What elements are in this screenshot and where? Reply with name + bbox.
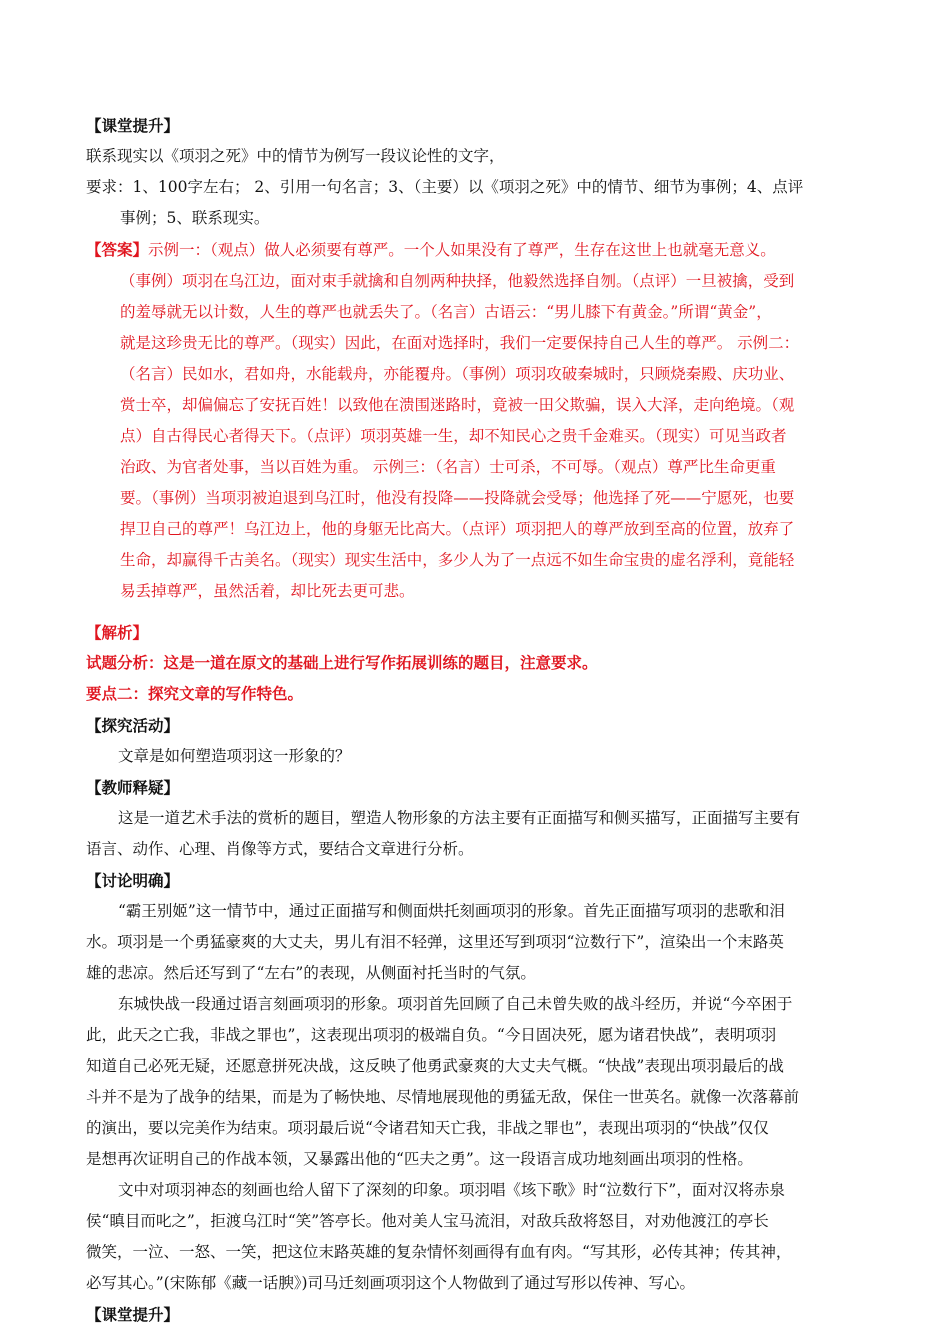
analysis-label: 【解析】 [86,623,149,642]
answer-line: 就是这珍贵无比的尊严。（现实）因此，在面对选择时，我们一定要保持自己人生的尊严。 示例二： [120,334,800,352]
answer-line: 的羞辱就无以计数，人生的尊严也就丢失了。（名言）古语云：“男儿膝下有黄金。”所谓“黄金”， [120,303,772,321]
answer-line: 要。（事例）当项羽被迫退到乌江时，他没有投降——投降就会受辱；他选择了死——宁愿死，也要 [120,489,795,507]
writing-prompt: 联系现实以《项羽之死》中的情节为例写一段议论性的文字， [86,147,505,165]
discussion-paragraph-2-line: 是想再次证明自己的作战本领，又暴露出他的“匹夫之勇”。这一段语言成功地刻画出项羽的性格。 [86,1150,753,1168]
discussion-paragraph-2-line: 斗并不是为了战争的结果，而是为了畅快地、尽情地展现他的勇猛无敌，保住一世英名。就像一次落幕前 [86,1088,800,1106]
discussion-paragraph-1-line: “霸王别姬”这一情节中，通过正面描写和侧面烘托刻画项羽的形象。首先正面描写项羽的悲歌和泪 [118,902,785,920]
answer-line: 生命，却赢得千古美名。（现实）现实生活中，多少人为了一点远不如生命宝贵的虚名浮利，竟能轻 [120,551,795,569]
answer-line: 赏士卒，却偏偏忘了安抚百姓！以致他在溃围迷路时，竟被一田父欺骗，误入大泽，走向绝境。（观 [120,396,795,414]
discussion-paragraph-3-line: 侯“瞋目而叱之”，拒渡乌江时“笑”答亭长。他对美人宝马流泪，对敌兵敌将怒目，对劝他渡江的亭长 [86,1212,769,1230]
teacher-explanation-heading: 【教师释疑】 [86,778,180,797]
explore-activity-heading: 【探究活动】 [86,716,180,735]
discussion-paragraph-3-line: 文中对项羽神态的刻画也给人留下了深刻的印象。项羽唱《垓下歌》时“泣数行下”，面对汉将赤泉 [118,1181,785,1199]
answer-line: 治政、为官者处事，当以百姓为重。 示例三：（名言）士可杀，不可辱。（观点）尊严比生命更重 [120,458,776,476]
answer-line: 点）自古得民心者得天下。（点评）项羽英雄一生，却不知民心之贵千金难买。（现实）可见当政者 [120,427,787,445]
requirements-line-1: 要求：1、100字左右； 2、引用一句名言；3、（主要）以《项羽之死》中的情节、细节为事例；4、点评 [86,178,804,196]
answer-line: （事例）项羽在乌江边，面对束手就擒和自刎两种抉择，他毅然选择自刎。（点评）一旦被擒，受到 [120,272,795,290]
discussion-paragraph-2-line: 的演出，要以完美作为结束。项羽最后说“令诸君知天亡我，非战之罪也”，表现出项羽的“快战”仅仅 [86,1119,769,1137]
discussion-paragraph-3-line: 微笑，一泣、一怒、一笑，把这位末路英雄的复杂情怀刻画得有血有肉。“写其形，必传其神；传其神， [86,1243,792,1261]
discussion-paragraph-1-line: 雄的悲凉。然后还写到了“左右”的表现，从侧面衬托当时的气氛。 [86,964,536,982]
document-content [86,110,876,1330]
answer-label: 【答案】 [86,240,149,259]
spacer [86,607,876,617]
point-two-title: 要点二：探究文章的写作特色。 [86,685,304,703]
discussion-heading: 【讨论明确】 [86,871,180,890]
answer-line: 易丢掉尊严，虽然活着，却比死去更可悲。 [120,582,415,600]
discussion-paragraph-2-line: 东城快战一段通过语言刻画项羽的形象。项羽首先回顾了自己未曾失败的战斗经历，并说“今卒困于 [118,995,793,1013]
discussion-paragraph-2-line: 知道自己必死无疑，还愿意拼死决战，这反映了他勇武豪爽的大丈夫气概。“快战”表现出项羽最后的战 [86,1057,784,1075]
section-heading-classroom-improvement: 【课堂提升】 [86,116,180,135]
answer-line-1 [86,234,876,266]
analysis-text: 试题分析：这是一道在原文的基础上进行写作拓展训练的题目，注意要求。 [86,654,598,672]
answer-line: 捍卫自己的尊严！乌江边上，他的身躯无比高大。（点评）项羽把人的尊严放到至高的位置，放弃了 [120,520,795,538]
answer-line: （名言）民如水，君如舟，水能载舟，亦能覆舟。（事例）项羽攻破秦城时，只顾烧秦殿、庆功业、 [120,365,795,383]
discussion-paragraph-3-line: 必写其心。”(宋陈郁《藏一话腴》)司马迁刻画项羽这个人物做到了通过写形以传神、写心。 [86,1274,696,1292]
requirements-line-2: 事例；5、联系现实。 [120,209,270,227]
discussion-paragraph-1-line: 水。项羽是一个勇猛豪爽的大丈夫，男儿有泪不轻弹，这里还写到项羽“泣数行下”，渲染出一个末路英 [86,933,784,951]
answer-text: 示例一：（观点）做人必须要有尊严。一个人如果没有了尊严，生存在这世上也就毫无意义。 [148,241,776,259]
teacher-explanation-line: 这是一道艺术手法的赏析的题目，塑造人物形象的方法主要有正面描写和侧买描写，正面描写主要有 [118,809,801,827]
explore-activity-question: 文章是如何塑造项羽这一形象的？ [118,747,351,765]
discussion-paragraph-2-line: 此，此天之亡我，非战之罪也”，这表现出项羽的极端自负。“今日固决死，愿为诸君快战”，表明项羽 [86,1026,777,1044]
teacher-explanation-line: 语言、动作、心理、肖像等方式，要结合文章进行分析。 [86,840,474,858]
section-heading-classroom-improvement-footer: 【课堂提升】 [86,1305,180,1324]
